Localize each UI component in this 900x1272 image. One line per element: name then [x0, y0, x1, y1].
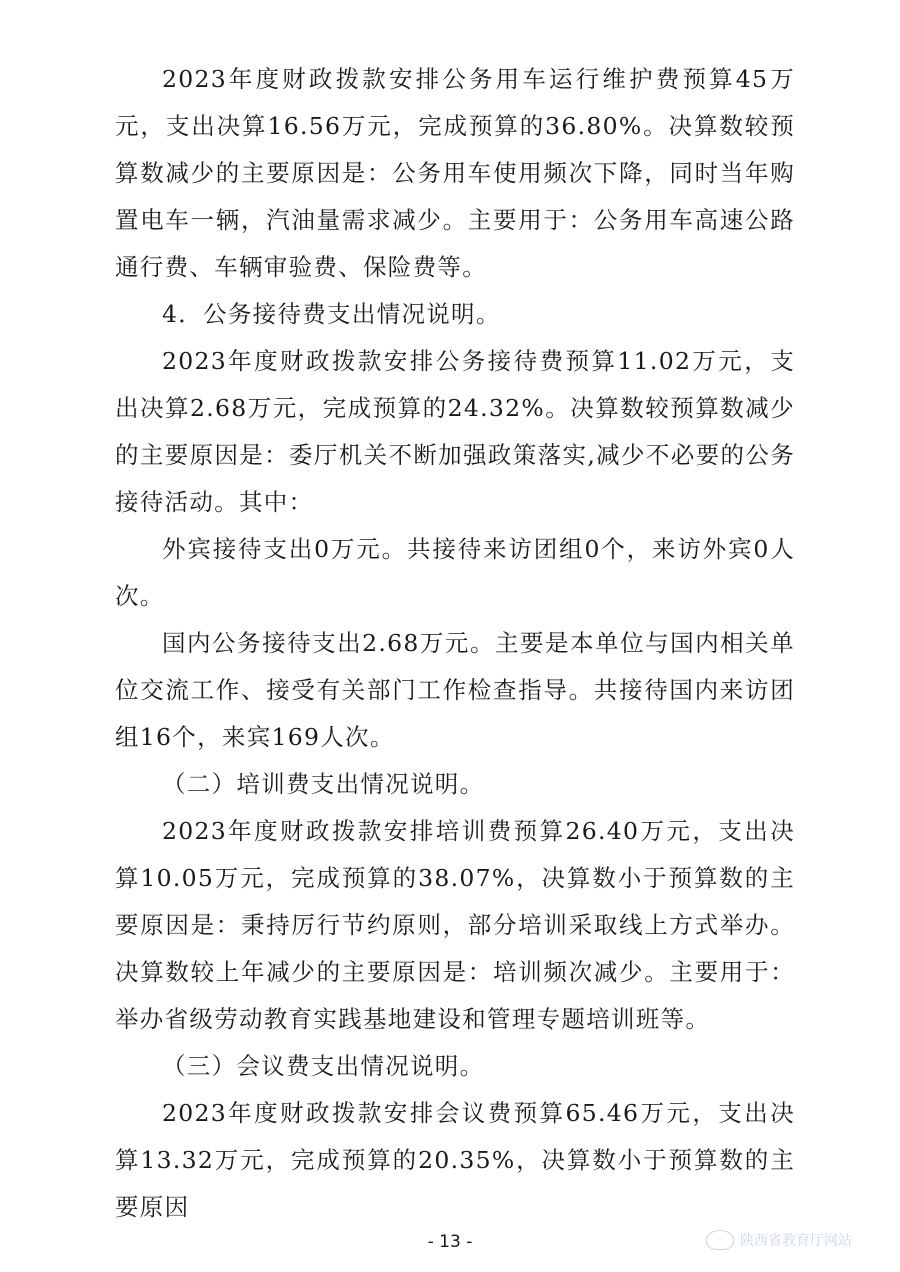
- document-body: [115, 56, 795, 1231]
- paragraph-training-expense: 2023年度财政拨款安排培训费预算26.40万元，支出决算10.05万元，完成预算的38.07%，决算数小于预算数的主要原因是：秉持厉行节约原则，部分培训采取线上方式举办。决算数较上年减少的主要原因是：培训频次减少。主要用于：举办省级劳动教育实践基地建设和管理专题培训班等。: [115, 817, 795, 1033]
- heading-reception-expense: 4．公务接待费支出情况说明。: [162, 300, 501, 328]
- paragraph-domestic-reception: 国内公务接待支出2.68万元。主要是本单位与国内相关单位交流工作、接受有关部门工作检查指导。共接待国内来访团组16个，来宾169人次。: [115, 629, 795, 751]
- paragraph-reception-expense: 2023年度财政拨款安排公务接待费预算11.02万元，支出决算2.68万元，完成预算的24.32%。决算数较预算数减少的主要原因是：委厅机关不断加强政策落实,减少不必要的公务接待活动。其中：: [115, 347, 795, 516]
- paragraph-vehicle-expense: 2023年度财政拨款安排公务用车运行维护费预算45万元，支出决算16.56万元，完成预算的36.80%。决算数较预算数减少的主要原因是：公务用车使用频次下降，同时当年购置电车一辆，汽油量需求减少。主要用于：公务用车高速公路通行费、车辆审验费、保险费等。: [115, 65, 795, 281]
- heading-meeting-expense: （三）会议费支出情况说明。: [162, 1052, 485, 1080]
- heading-training-expense: （二）培训费支出情况说明。: [162, 770, 485, 798]
- watermark-logo-icon: [706, 1230, 734, 1250]
- watermark-text: 陕西省教育厅网站: [740, 1233, 852, 1249]
- paragraph-meeting-expense: 2023年度财政拨款安排会议费预算65.46万元，支出决算13.32万元，完成预算的20.35%，决算数小于预算数的主要原因: [115, 1099, 795, 1221]
- page-number: - 13 -: [427, 1232, 473, 1252]
- paragraph-foreign-reception: 外宾接待支出0万元。共接待来访团组0个，来访外宾0人次。: [115, 535, 795, 610]
- watermark: [706, 1230, 852, 1250]
